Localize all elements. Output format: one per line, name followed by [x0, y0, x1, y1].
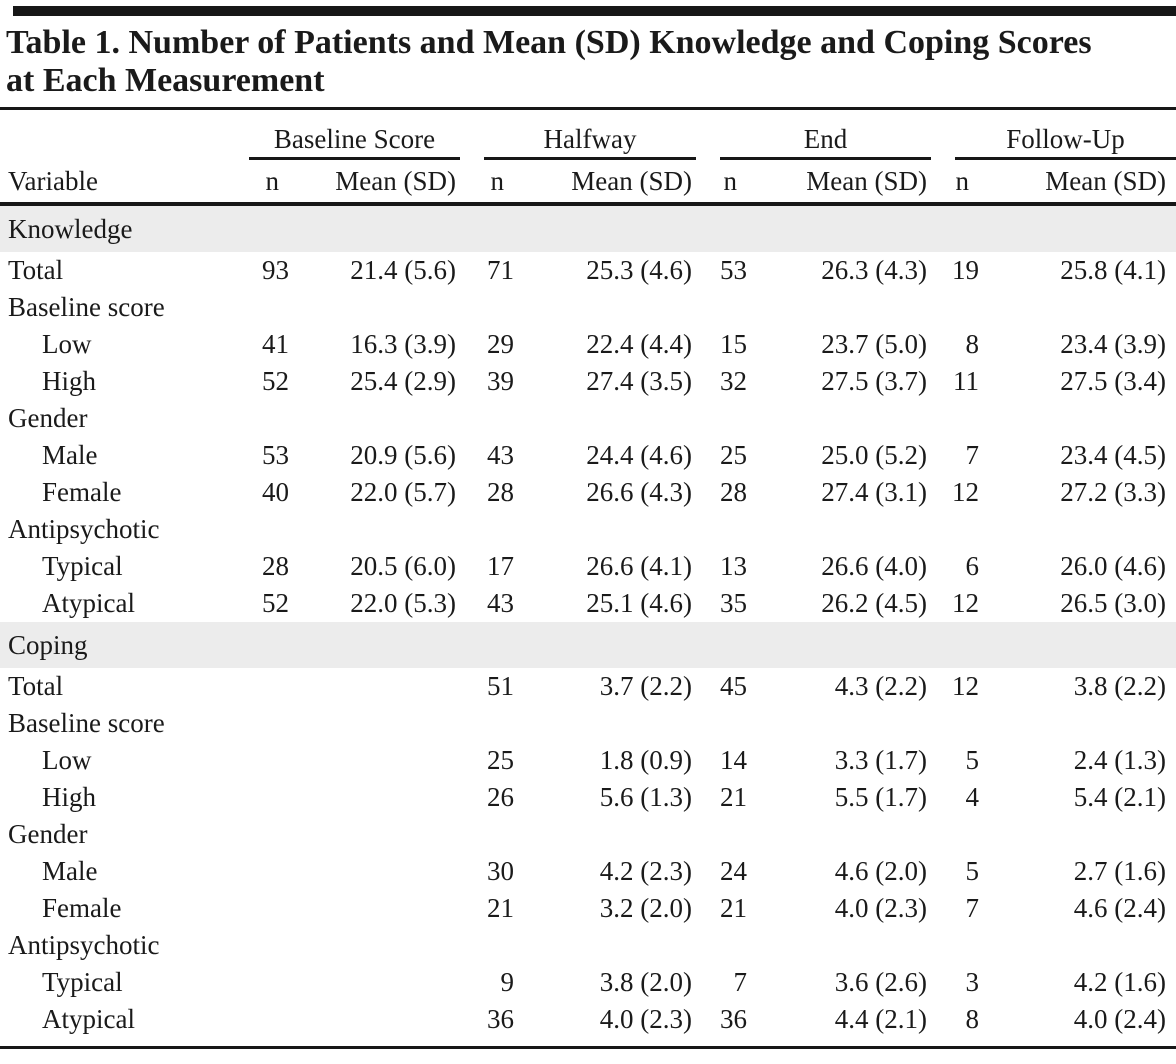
- table-row: [0, 548, 1176, 585]
- table-row: [0, 779, 1176, 816]
- n-value: 45: [720, 671, 748, 701]
- n-value: [225, 668, 293, 705]
- column-group-spanner: [955, 124, 1176, 160]
- mean-sd-value: 27.5 (3.4): [1060, 366, 1167, 396]
- mean-sd-value: 5.6 (1.3): [599, 782, 693, 812]
- n-value: 52: [262, 366, 289, 396]
- mean-sd-value: 5.5 (1.7): [834, 782, 928, 812]
- row-label: High: [42, 782, 96, 812]
- n-value: [225, 779, 293, 816]
- mean-sd-value: 4.2 (1.6): [1073, 967, 1167, 997]
- table-row: [0, 252, 1176, 289]
- column-subheader-row: [0, 160, 1176, 204]
- n-value: [225, 705, 293, 742]
- mean-sd-value: 22.4 (4.4): [586, 329, 693, 359]
- row-label: Female: [42, 477, 122, 507]
- table-row: [0, 742, 1176, 779]
- n-value: 3: [965, 967, 980, 997]
- n-value: [696, 289, 751, 326]
- table-row: [0, 585, 1176, 622]
- row-label: High: [42, 366, 96, 396]
- n-value: [931, 927, 983, 964]
- mean-sd-value: [293, 742, 460, 779]
- n-value: 53: [720, 255, 748, 285]
- n-value: 40: [262, 477, 289, 507]
- n-value: [931, 816, 983, 853]
- mean-sd-value: [751, 816, 931, 853]
- n-value: 8: [965, 329, 980, 359]
- mean-sd-value: 1.8 (0.9): [599, 745, 693, 775]
- n-value: 7: [733, 967, 748, 997]
- mean-sd-value: [983, 816, 1176, 853]
- n-value: 15: [720, 329, 748, 359]
- table-title: [0, 24, 1176, 100]
- n-value: 36: [720, 1004, 748, 1034]
- n-value: [931, 511, 983, 548]
- mean-sd-value: [751, 927, 931, 964]
- n-value: 26: [487, 782, 515, 812]
- table-row: [0, 927, 1176, 964]
- n-value: [931, 705, 983, 742]
- row-label: Female: [42, 893, 122, 923]
- table-title-line-2: at Each Measurement: [6, 62, 325, 99]
- n-value: 52: [262, 588, 289, 618]
- n-value: 43: [487, 588, 515, 618]
- mean-sd-value: 26.5 (3.0): [1060, 588, 1167, 618]
- table-row: [0, 474, 1176, 511]
- column-subheader-mean: Mean (SD): [518, 160, 696, 204]
- n-value: 8: [965, 1004, 980, 1034]
- row-label: Baseline score: [8, 708, 165, 738]
- mean-sd-value: 23.4 (4.5): [1060, 440, 1167, 470]
- mean-sd-value: 4.0 (2.3): [834, 893, 928, 923]
- n-value: [225, 1001, 293, 1048]
- n-value: [931, 289, 983, 326]
- n-value: 6: [965, 551, 980, 581]
- row-label: Baseline score: [8, 292, 165, 322]
- n-value: 21: [487, 893, 515, 923]
- mean-sd-value: 4.0 (2.3): [599, 1004, 693, 1034]
- mean-sd-value: 2.7 (1.6): [1073, 856, 1167, 886]
- n-value: [225, 511, 293, 548]
- table-title-line-1: Table 1. Number of Patients and Mean (SD) Knowledge and Coping Scores: [6, 24, 1092, 61]
- mean-sd-value: 27.5 (3.7): [821, 366, 928, 396]
- n-value: 35: [720, 588, 748, 618]
- mean-sd-value: 23.7 (5.0): [821, 329, 928, 359]
- mean-sd-value: [293, 400, 460, 437]
- table-row: [0, 289, 1176, 326]
- column-group-label: Baseline Score: [273, 124, 436, 154]
- mean-sd-value: 3.8 (2.0): [599, 967, 693, 997]
- table-row: [0, 816, 1176, 853]
- n-value: 29: [487, 329, 515, 359]
- column-group-spanner: [249, 124, 460, 160]
- n-value: 93: [262, 255, 289, 285]
- column-group-row: [0, 109, 1176, 161]
- n-value: [696, 705, 751, 742]
- mean-sd-value: 20.9 (5.6): [350, 440, 457, 470]
- table-row: [0, 668, 1176, 705]
- mean-sd-value: 3.3 (1.7): [834, 745, 928, 775]
- mean-sd-value: 25.1 (4.6): [586, 588, 693, 618]
- n-value: 25: [720, 440, 748, 470]
- mean-sd-value: 22.0 (5.7): [350, 477, 457, 507]
- mean-sd-value: 4.4 (2.1): [834, 1004, 928, 1034]
- column-group-spanner: [720, 124, 931, 160]
- n-value: [225, 816, 293, 853]
- n-value: [225, 927, 293, 964]
- table-header: [0, 109, 1176, 205]
- mean-sd-value: [518, 511, 696, 548]
- column-group-label: Follow-Up: [1006, 124, 1125, 154]
- mean-sd-value: 26.6 (4.1): [586, 551, 693, 581]
- mean-sd-value: 4.6 (2.0): [834, 856, 928, 886]
- column-group-header-halfway: [460, 109, 696, 161]
- n-value: [696, 511, 751, 548]
- n-value: [696, 400, 751, 437]
- n-value: 12: [952, 588, 980, 618]
- section-header-row: [0, 622, 1176, 668]
- mean-sd-value: [293, 511, 460, 548]
- n-value: [225, 400, 293, 437]
- column-subheader-n: n: [460, 160, 518, 204]
- n-value: 17: [487, 551, 515, 581]
- row-label: Antipsychotic: [8, 930, 160, 960]
- mean-sd-value: 27.4 (3.1): [821, 477, 928, 507]
- mean-sd-value: 2.4 (1.3): [1073, 745, 1167, 775]
- column-group-header-followup: [931, 109, 1176, 161]
- top-rule-bar: [13, 6, 1176, 16]
- section-title: Coping: [0, 622, 1176, 668]
- n-value: 4: [965, 782, 980, 812]
- mean-sd-value: [293, 1001, 460, 1048]
- n-value: [225, 853, 293, 890]
- column-subheader-n: n: [696, 160, 751, 204]
- n-value: 5: [965, 856, 980, 886]
- mean-sd-value: [293, 890, 460, 927]
- n-value: 28: [262, 551, 289, 581]
- table-row: [0, 1001, 1176, 1048]
- n-value: [696, 816, 751, 853]
- row-label: Total: [8, 255, 64, 285]
- mean-sd-value: [751, 400, 931, 437]
- mean-sd-value: 26.0 (4.6): [1060, 551, 1167, 581]
- n-value: [696, 927, 751, 964]
- column-group-header-end: [696, 109, 931, 161]
- n-value: [225, 890, 293, 927]
- n-value: [460, 816, 518, 853]
- mean-sd-value: 27.4 (3.5): [586, 366, 693, 396]
- n-value: 21: [720, 782, 748, 812]
- n-value: [225, 964, 293, 1001]
- section-title: Knowledge: [0, 204, 1176, 252]
- column-group-spanner: [484, 124, 696, 160]
- measurement-table: [0, 107, 1176, 1049]
- mean-sd-value: [518, 400, 696, 437]
- n-value: 7: [965, 440, 980, 470]
- mean-sd-value: 23.4 (3.9): [1060, 329, 1167, 359]
- row-label: Antipsychotic: [8, 514, 160, 544]
- table-row: [0, 964, 1176, 1001]
- column-subheader-mean: Mean (SD): [983, 160, 1176, 204]
- column-group-spacer: [0, 109, 225, 161]
- mean-sd-value: 3.8 (2.2): [1073, 671, 1167, 701]
- mean-sd-value: 22.0 (5.3): [350, 588, 457, 618]
- row-label: Male: [42, 440, 98, 470]
- row-label: Gender: [8, 819, 88, 849]
- mean-sd-value: 26.2 (4.5): [821, 588, 928, 618]
- n-value: 39: [487, 366, 515, 396]
- mean-sd-value: [293, 964, 460, 1001]
- mean-sd-value: 20.5 (6.0): [350, 551, 457, 581]
- mean-sd-value: 4.6 (2.4): [1073, 893, 1167, 923]
- row-label: Low: [42, 745, 92, 775]
- mean-sd-value: [983, 705, 1176, 742]
- n-value: 11: [953, 366, 980, 396]
- column-subheader-mean: Mean (SD): [293, 160, 460, 204]
- mean-sd-value: [751, 705, 931, 742]
- table-row: [0, 400, 1176, 437]
- column-group-label: End: [803, 124, 848, 154]
- column-subheader-n: n: [225, 160, 293, 204]
- mean-sd-value: 25.0 (5.2): [821, 440, 928, 470]
- row-label: Atypical: [42, 588, 135, 618]
- column-subheader-mean: Mean (SD): [751, 160, 931, 204]
- mean-sd-value: [293, 816, 460, 853]
- column-subheader-n: n: [931, 160, 983, 204]
- table-row: [0, 437, 1176, 474]
- table-row: [0, 890, 1176, 927]
- mean-sd-value: 21.4 (5.6): [350, 255, 457, 285]
- n-value: 51: [487, 671, 515, 701]
- mean-sd-value: 5.4 (2.1): [1073, 782, 1167, 812]
- mean-sd-value: [751, 289, 931, 326]
- mean-sd-value: 4.2 (2.3): [599, 856, 693, 886]
- n-value: [225, 289, 293, 326]
- mean-sd-value: [518, 705, 696, 742]
- mean-sd-value: 24.4 (4.6): [586, 440, 693, 470]
- mean-sd-value: [983, 289, 1176, 326]
- mean-sd-value: 3.6 (2.6): [834, 967, 928, 997]
- table-row: [0, 326, 1176, 363]
- row-label: Total: [8, 671, 64, 701]
- n-value: 28: [720, 477, 748, 507]
- n-value: 7: [965, 893, 980, 923]
- row-label: Atypical: [42, 1004, 135, 1034]
- n-value: 19: [952, 255, 980, 285]
- row-label: Male: [42, 856, 98, 886]
- n-value: 41: [262, 329, 289, 359]
- n-value: 5: [965, 745, 980, 775]
- n-value: [460, 400, 518, 437]
- mean-sd-value: 16.3 (3.9): [350, 329, 457, 359]
- mean-sd-value: [751, 511, 931, 548]
- n-value: 12: [952, 477, 980, 507]
- mean-sd-value: 27.2 (3.3): [1060, 477, 1167, 507]
- column-header-variable: Variable: [0, 160, 225, 204]
- n-value: 32: [720, 366, 748, 396]
- n-value: 13: [720, 551, 748, 581]
- n-value: 9: [500, 967, 515, 997]
- column-group-label: Halfway: [543, 124, 637, 154]
- table-row: [0, 511, 1176, 548]
- mean-sd-value: [518, 927, 696, 964]
- mean-sd-value: [293, 927, 460, 964]
- mean-sd-value: 26.6 (4.0): [821, 551, 928, 581]
- n-value: 24: [720, 856, 748, 886]
- mean-sd-value: [293, 779, 460, 816]
- section-header-row: [0, 204, 1176, 252]
- n-value: 21: [720, 893, 748, 923]
- mean-sd-value: 25.8 (4.1): [1060, 255, 1167, 285]
- row-label: Gender: [8, 403, 88, 433]
- mean-sd-value: [983, 927, 1176, 964]
- mean-sd-value: [293, 705, 460, 742]
- mean-sd-value: 3.7 (2.2): [599, 671, 693, 701]
- n-value: 28: [487, 477, 515, 507]
- n-value: [225, 742, 293, 779]
- n-value: 30: [487, 856, 515, 886]
- mean-sd-value: 25.4 (2.9): [350, 366, 457, 396]
- mean-sd-value: 4.0 (2.4): [1073, 1004, 1167, 1034]
- mean-sd-value: 25.3 (4.6): [586, 255, 693, 285]
- table-row: [0, 705, 1176, 742]
- n-value: 14: [720, 745, 748, 775]
- mean-sd-value: [518, 289, 696, 326]
- n-value: [931, 400, 983, 437]
- n-value: [460, 289, 518, 326]
- row-label: Typical: [42, 967, 123, 997]
- table-body: [0, 204, 1176, 1048]
- n-value: 12: [952, 671, 980, 701]
- mean-sd-value: [518, 816, 696, 853]
- mean-sd-value: 26.6 (4.3): [586, 477, 693, 507]
- table-row: [0, 853, 1176, 890]
- mean-sd-value: 26.3 (4.3): [821, 255, 928, 285]
- n-value: 36: [487, 1004, 515, 1034]
- row-label: Low: [42, 329, 92, 359]
- n-value: 71: [487, 255, 515, 285]
- mean-sd-value: [983, 400, 1176, 437]
- table-row: [0, 363, 1176, 400]
- mean-sd-value: [293, 853, 460, 890]
- n-value: [460, 705, 518, 742]
- mean-sd-value: [293, 668, 460, 705]
- n-value: [460, 511, 518, 548]
- mean-sd-value: 4.3 (2.2): [834, 671, 928, 701]
- row-label: Typical: [42, 551, 123, 581]
- n-value: 25: [487, 745, 515, 775]
- n-value: 53: [262, 440, 289, 470]
- n-value: 43: [487, 440, 515, 470]
- mean-sd-value: [293, 289, 460, 326]
- mean-sd-value: 3.2 (2.0): [599, 893, 693, 923]
- mean-sd-value: [983, 511, 1176, 548]
- column-group-header-baseline: [225, 109, 460, 161]
- n-value: [460, 927, 518, 964]
